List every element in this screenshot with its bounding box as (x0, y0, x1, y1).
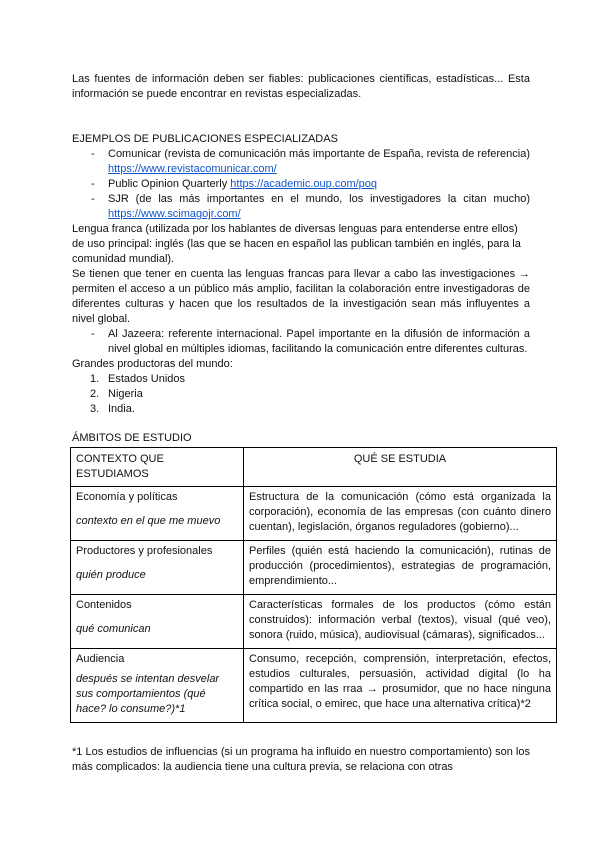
column-header-que-se-estudia: QUÉ SE ESTUDIA (244, 448, 557, 487)
intro-paragraph: Las fuentes de información deben ser fiables: publicaciones científicas, estadísticas... Esta información se puede encontrar en revistas especializadas. (72, 73, 530, 100)
productoras-list (72, 372, 530, 417)
table-row (71, 649, 557, 723)
productoras-heading: Grandes productoras del mundo: (72, 358, 233, 370)
table-row (71, 487, 557, 541)
table-cell (71, 487, 244, 541)
list-item: 3. India. (90, 403, 135, 415)
row-subtitle: después se intentan desvelar sus comportamientos (qué hace? lo consume?)*1 (76, 673, 220, 715)
list-item: - Al Jazeera: referente internacional. Papel importante en la difusión de información a nivel global en múltiples idiomas, facilitando la comunicación entre diferentes culturas. (72, 327, 530, 357)
table-header-row (71, 448, 557, 487)
francas-paragraph: Se tienen que tener en cuenta las lenguas francas para llevar a cabo las investigaciones → permiten el acceso a un público más amplio, facilitan la colaboración entre investigadoras de diferentes culturas y hacen que los resultados de la investigación sean más influyentes a nivel global. (72, 268, 530, 325)
row-title: Contenidos (76, 599, 132, 611)
ambitos-heading: ÁMBITOS DE ESTUDIO (72, 432, 192, 444)
column-header-contexto: CONTEXTO QUE ESTUDIAMOS (71, 448, 244, 487)
revistacomunicar-link[interactable]: https://www.revistacomunicar.com/ (108, 163, 277, 175)
list-item: 1. Estados Unidos (90, 373, 186, 385)
table-cell: Estructura de la comunicación (cómo está organizada la corporación), economía de las empresas (con cuánto dinero cuentan), legislación, órganos reguladores (gobierno)... (244, 487, 557, 541)
list-item: - SJR (de las más importantes en el mundo, los investigadores la citan mucho) https://www.scimagojr.com/ (72, 192, 530, 222)
table-row (71, 541, 557, 595)
footnote-1: *1 Los estudios de influencias (si un programa ha influido en nuestro comportamiento) son los más complicados: la audiencia tiene una cultura previa, se relaciona con otras (72, 746, 530, 773)
row-subtitle: quién produce (76, 569, 146, 581)
list-item: - Public Opinion Quarterly https://academic.oup.com/poq (72, 177, 530, 192)
table-cell: Consumo, recepción, comprensión, interpretación, efectos, estudios culturales, persuasión, actividad digital (lo ha compartido en las rraa → prosumidor, que no hace ninguna crítica social, o emirec, que hace una alternativa crítica)*2 (244, 649, 557, 723)
table-cell: Características formales de los productos (cómo están construidos): información verbal (textos), visual (qué veo), sonora (ruido, música), audiovisual (cámaras), significados... (244, 595, 557, 649)
row-title: Audiencia (76, 653, 125, 665)
academic-oup-link[interactable]: https://academic.oup.com/poq (230, 178, 378, 190)
scimagojr-link[interactable]: https://www.scimagojr.com/ (108, 208, 241, 220)
ambitos-table (70, 447, 557, 723)
table-cell (71, 595, 244, 649)
row-title: Economía y políticas (76, 491, 178, 503)
examples-list (72, 147, 530, 222)
list-item: - Comunicar (revista de comunicación más importante de España, revista de referencia) https://www.revistacomunicar.com/ (72, 147, 530, 177)
row-subtitle: qué comunican (76, 623, 151, 635)
list-item: 2. Nigeria (90, 388, 143, 400)
examples-heading: EJEMPLOS DE PUBLICACIONES ESPECIALIZADAS (72, 133, 338, 145)
row-subtitle: contexto en el que me muevo (76, 515, 221, 527)
document-page (72, 72, 551, 775)
aljazeera-list (72, 327, 530, 357)
row-title: Productores y profesionales (76, 545, 213, 557)
lingua-franca-paragraph: Lengua franca (utilizada por los hablantes de diversas lenguas para entenderse entre ellos) de uso principal: inglés (las que se hacen en español las publican también en inglés, para la comunidad mundial). (72, 223, 521, 265)
table-row (71, 595, 557, 649)
table-cell: Perfiles (quién está haciendo la comunicación), rutinas de producción (procedimientos), estrategias de programación, emprendimiento... (244, 541, 557, 595)
table-cell (71, 649, 244, 723)
table-cell (71, 541, 244, 595)
